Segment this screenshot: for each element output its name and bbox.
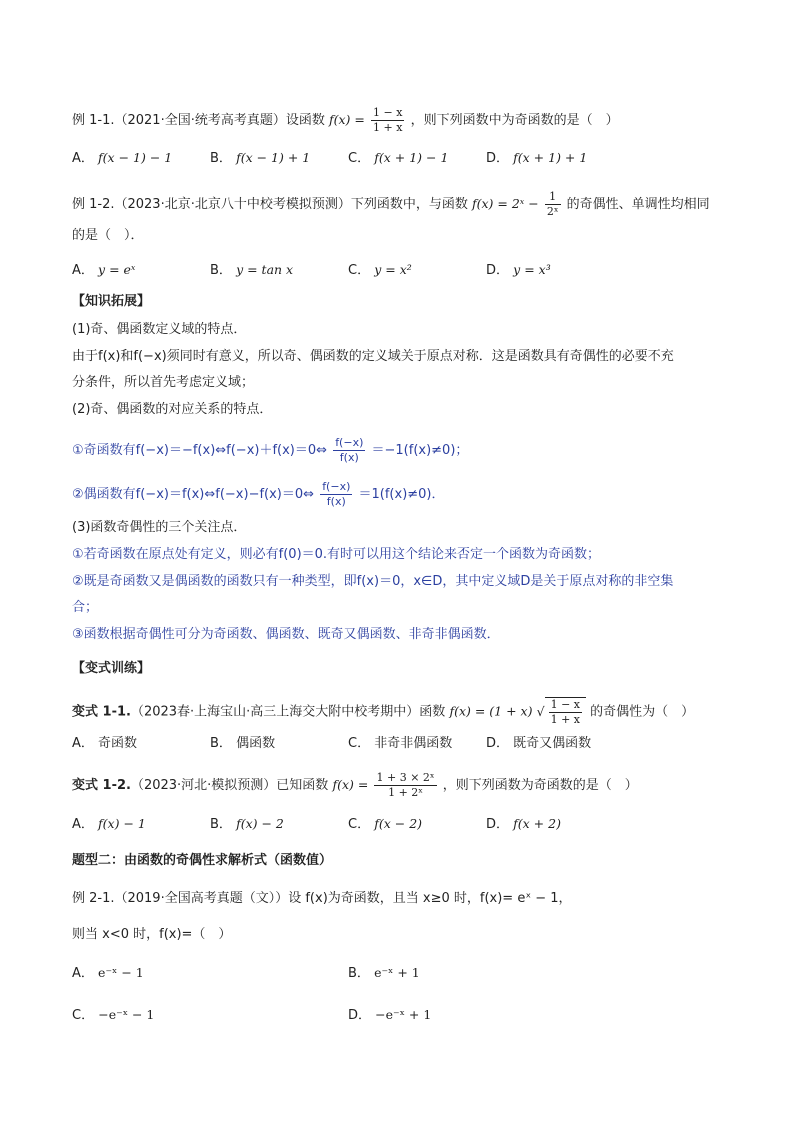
option-d[interactable]: D． y = x³ — [486, 262, 551, 278]
knowledge-p1b: 分条件，所以首先考虑定义域； — [72, 375, 255, 390]
option-a[interactable]: A． f(x − 1) − 1 — [72, 150, 173, 166]
option-b[interactable]: B． f(x − 1) + 1 — [210, 150, 311, 166]
fraction-numerator: 1 − x — [550, 698, 581, 711]
example-1-1-prefix: 例 1-1.（2021·全国·统考高考真题）设函数 — [72, 113, 325, 128]
variant-1-2-prefix: （2023·河北·模拟预测）已知函数 — [130, 778, 329, 793]
type-2-heading: 题型二：由函数的奇偶性求解析式（函数值） — [72, 853, 333, 868]
example-1-2-suffix: 的奇偶性、单调性均相同 — [566, 197, 710, 212]
variant-1-2-stem — [72, 771, 638, 800]
example-1-2-line2: 的是（ ）． — [72, 228, 144, 243]
variant-1-2-func: f(x) = — [332, 777, 369, 792]
fraction-numerator: f(−x) — [322, 480, 351, 493]
option-a[interactable]: A． y = eˣ — [72, 262, 136, 278]
option-c[interactable]: C． 非奇非偶函数 — [348, 736, 453, 751]
variant-1-2-suffix: ，则下列函数为奇函数的是（ ） — [442, 778, 638, 793]
fraction-numerator: 1 — [545, 190, 561, 205]
fraction-numerator: 1 + 3 × 2ˣ — [376, 771, 435, 784]
option-b[interactable]: B． f(x) − 2 — [210, 816, 284, 832]
example-1-1-func: f(x) = — [329, 112, 365, 127]
option-b[interactable]: B． e⁻ˣ + 1 — [348, 965, 420, 981]
option-c[interactable]: C． f(x − 2) — [348, 816, 423, 832]
option-d[interactable]: D． f(x + 1) + 1 — [486, 150, 588, 166]
option-a[interactable]: A． f(x) − 1 — [72, 816, 146, 832]
knowledge-even — [72, 480, 445, 509]
variant-1-1-stem — [72, 697, 694, 727]
option-d[interactable]: D． 既奇又偶函数 — [486, 736, 592, 751]
example-2-1-line1: 例 2-1.（2019·全国高考真题（文））设 f(x)为奇函数，且当 x≥0 时，f(x)= eˣ − 1， — [72, 891, 572, 906]
fraction-denominator: f(x) — [339, 451, 359, 464]
option-c[interactable]: C． y = x² — [348, 262, 412, 278]
option-a[interactable]: A． 奇函数 — [72, 736, 138, 751]
example-1-2-fraction — [545, 190, 561, 219]
knowledge-p3a: ①若奇函数在原点处有定义，则必有f(0)＝0.有时可以用这个结论来否定一个函数为奇函数； — [72, 547, 601, 562]
fraction-denominator: f(x) — [326, 495, 346, 508]
knowledge-heading: 【知识拓展】 — [72, 294, 151, 309]
odd-fraction — [333, 436, 365, 465]
fraction-numerator: 1 − x — [373, 106, 403, 119]
fraction-denominator: 1 + x — [550, 713, 581, 726]
even-suffix: ＝1(f(x)≠0)． — [358, 487, 445, 502]
example-1-1-fraction — [371, 106, 404, 135]
fraction-numerator: f(−x) — [335, 436, 364, 449]
option-d[interactable]: D． −e⁻ˣ + 1 — [348, 1007, 432, 1023]
fraction-denominator: 1 + x — [373, 121, 403, 134]
example-1-2-stem — [72, 190, 710, 219]
fraction-denominator: 2ˣ — [546, 205, 559, 218]
example-1-2-func: f(x) = 2ˣ − — [472, 196, 539, 211]
option-b[interactable]: B． y = tan x — [210, 262, 294, 278]
knowledge-p3c: ③函数根据奇偶性可分为奇函数、偶函数、既奇又偶函数、非奇非偶函数． — [72, 627, 500, 642]
sqrt-radical: √ $\frac{1 - x}{1 + x}$ — [537, 697, 586, 727]
knowledge-p3b2: 合； — [72, 600, 99, 615]
odd-suffix: ＝−1(f(x)≠0)； — [371, 443, 469, 458]
knowledge-p1: (1)奇、偶函数定义域的特点． — [72, 322, 247, 337]
variant-1-2-label: 变式 1-2. — [72, 778, 131, 793]
option-a[interactable]: A． e⁻ˣ − 1 — [72, 965, 144, 981]
variant-1-1-label: 变式 1-1. — [72, 704, 131, 720]
option-c[interactable]: C． f(x + 1) − 1 — [348, 150, 449, 166]
example-1-2-prefix: 例 1-2.（2023·北京·北京八十中校考模拟预测）下列函数中，与函数 — [72, 197, 468, 212]
even-fraction — [320, 480, 352, 509]
variant-1-1-func: f(x) = (1 + x) — [449, 703, 533, 719]
variant-1-1-prefix: （2023春·上海宝山·高三上海交大附中校考期中）函数 — [130, 704, 446, 720]
option-b[interactable]: B． 偶函数 — [210, 736, 276, 751]
option-c[interactable]: C． −e⁻ˣ − 1 — [72, 1007, 155, 1023]
variant-1-1-suffix: 的奇偶性为（ ） — [590, 704, 695, 720]
example-1-1-stem — [72, 106, 619, 135]
knowledge-p3: (3)函数奇偶性的三个关注点． — [72, 520, 247, 535]
variant-heading: 【变式训练】 — [72, 661, 151, 676]
variant-1-2-fraction — [374, 771, 436, 800]
knowledge-p2: (2)奇、偶函数的对应关系的特点． — [72, 402, 273, 417]
example-1-1-suffix: ，则下列函数中为奇函数的是（ ） — [410, 113, 619, 128]
knowledge-odd — [72, 436, 468, 465]
knowledge-p1a: 由于f(x)和f(−x)须同时有意义，所以奇、偶函数的定义域关于原点对称．这是函数具有奇偶性的必要不充 — [72, 349, 674, 364]
option-d[interactable]: D． f(x + 2) — [486, 816, 561, 832]
example-2-1-line2: 则当 x<0 时，f(x)=（ ） — [72, 927, 232, 942]
odd-prefix: ①奇函数有f(−x)＝−f(x)⇔f(−x)＋f(x)＝0⇔ — [72, 443, 328, 458]
knowledge-p3b: ②既是奇函数又是偶函数的函数只有一种类型，即f(x)＝0，x∈D，其中定义域D是关于原点对称的非空集 — [72, 574, 674, 589]
even-prefix: ②偶函数有f(−x)＝f(x)⇔f(−x)−f(x)＝0⇔ — [72, 487, 315, 502]
fraction-denominator: 1 + 2ˣ — [388, 786, 423, 799]
